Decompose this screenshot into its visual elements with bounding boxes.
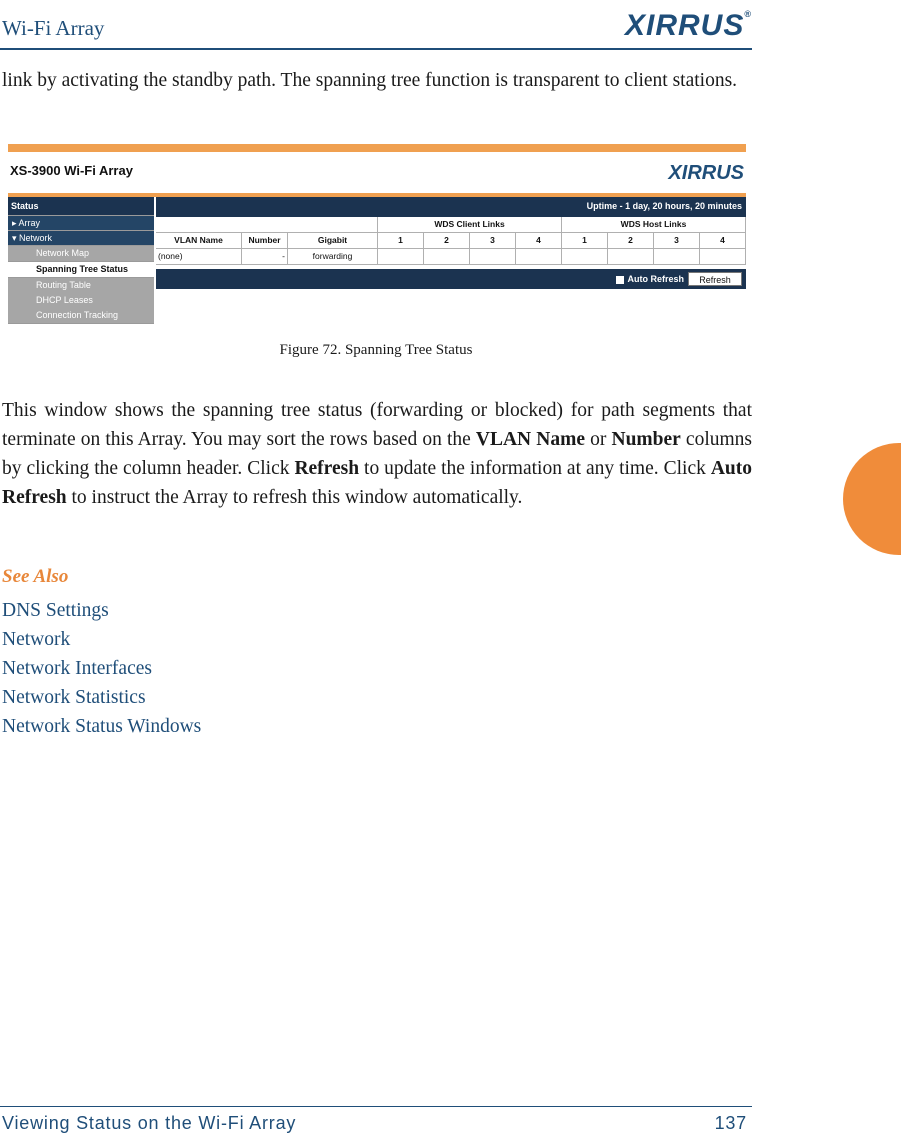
- sidebar-item-network-map[interactable]: Network Map: [8, 246, 154, 261]
- sidebar-item-network[interactable]: ▾ Network: [8, 231, 154, 245]
- link-network-statistics[interactable]: Network Statistics: [2, 687, 146, 708]
- bold-term-number: Number: [611, 429, 681, 450]
- column-group-wds-client-links: WDS Client Links: [378, 217, 562, 233]
- table-cell-number: -: [242, 249, 288, 265]
- uptime-label: Uptime - 1 day, 20 hours, 20 minutes: [586, 201, 742, 211]
- logo-text: XIRRUS: [625, 9, 745, 42]
- table-cell-host-2: [608, 249, 654, 265]
- see-also-heading: See Also: [2, 566, 69, 587]
- table-cell-host-1: [562, 249, 608, 265]
- column-header-vlan-name[interactable]: VLAN Name: [156, 233, 242, 249]
- bold-term-auto-refresh: Auto Refresh: [2, 458, 752, 508]
- footer-section-title: Viewing Status on the Wi-Fi Array: [2, 1113, 297, 1133]
- footer-rule: [0, 1106, 752, 1107]
- sidebar-item-routing-table[interactable]: Routing Table: [8, 278, 154, 293]
- figure-sidebar: [8, 197, 154, 324]
- column-group-wds-host-links: WDS Host Links: [562, 217, 746, 233]
- table-cell-client-4: [516, 249, 562, 265]
- text-run: or: [585, 429, 612, 450]
- bold-term-refresh: Refresh: [294, 458, 360, 479]
- link-network-status-windows[interactable]: Network Status Windows: [2, 716, 202, 737]
- logo-registered-mark: ®: [744, 9, 752, 19]
- text-run: to update the information at any time. Click: [359, 458, 711, 479]
- column-header-host-4: 4: [700, 233, 746, 249]
- sidebar-item-spanning-tree-status[interactable]: Spanning Tree Status: [8, 262, 154, 277]
- sidebar-item-array[interactable]: ▸ Array: [8, 216, 154, 230]
- table-cell-vlan-name: (none): [156, 249, 242, 265]
- column-header-client-2: 2: [424, 233, 470, 249]
- table-cell-client-2: [424, 249, 470, 265]
- table-cell-gigabit: forwarding: [288, 249, 378, 265]
- table-group-spacer: [156, 217, 378, 233]
- auto-refresh-label: Auto Refresh: [627, 274, 684, 284]
- link-dns-settings[interactable]: DNS Settings: [2, 600, 109, 621]
- column-header-host-2: 2: [608, 233, 654, 249]
- figure-control-bar: [156, 269, 746, 289]
- figure-main-panel: [156, 197, 746, 289]
- refresh-button[interactable]: Refresh: [688, 272, 742, 286]
- page-number: 137: [714, 1113, 747, 1133]
- auto-refresh-checkbox[interactable]: [616, 274, 684, 284]
- text-run: columns by clicking the column header. Click: [2, 429, 753, 479]
- see-also-links: [2, 596, 201, 741]
- column-header-host-3: 3: [654, 233, 700, 249]
- sidebar-item-connection-tracking[interactable]: Connection Tracking: [8, 308, 154, 323]
- chapter-thumb-tab: [843, 443, 901, 555]
- bold-term-vlan-name: VLAN Name: [475, 429, 585, 450]
- figure-app-title: XS-3900 Wi-Fi Array: [10, 163, 133, 178]
- column-header-client-3: 3: [470, 233, 516, 249]
- checkbox-box[interactable]: [616, 276, 624, 284]
- paragraph-description: [2, 396, 752, 512]
- figure-caption: Figure 72. Spanning Tree Status: [279, 342, 473, 358]
- sidebar-item-dhcp-leases[interactable]: DHCP Leases: [8, 293, 154, 308]
- figure-top-band: [8, 144, 746, 152]
- running-header-title: Wi-Fi Array: [2, 16, 105, 40]
- figure-xirrus-logo: XIRRUS: [668, 162, 744, 184]
- column-header-client-1: 1: [378, 233, 424, 249]
- link-network[interactable]: Network: [2, 629, 71, 650]
- text-run: This window shows the spanning tree status (forwarding or blocked) for path segments that terminate on this Array. You may sort the rows based on the: [2, 400, 752, 450]
- table-cell-client-1: [378, 249, 424, 265]
- link-network-interfaces[interactable]: Network Interfaces: [2, 658, 152, 679]
- column-header-number[interactable]: Number: [242, 233, 288, 249]
- figure-screenshot: [8, 144, 746, 324]
- header-rule: [0, 48, 752, 50]
- table-cell-client-3: [470, 249, 516, 265]
- table-cell-host-3: [654, 249, 700, 265]
- table-cell-host-4: [700, 249, 746, 265]
- text-run: to instruct the Array to refresh this window automatically.: [66, 487, 523, 508]
- column-header-client-4: 4: [516, 233, 562, 249]
- sidebar-status-heading[interactable]: Status: [8, 197, 154, 215]
- column-header-host-1: 1: [562, 233, 608, 249]
- column-header-gigabit: Gigabit: [288, 233, 378, 249]
- spanning-tree-table: [156, 217, 746, 269]
- xirrus-logo: [625, 9, 752, 43]
- paragraph-intro: link by activating the standby path. The spanning tree function is transparent to client stations.: [2, 70, 738, 91]
